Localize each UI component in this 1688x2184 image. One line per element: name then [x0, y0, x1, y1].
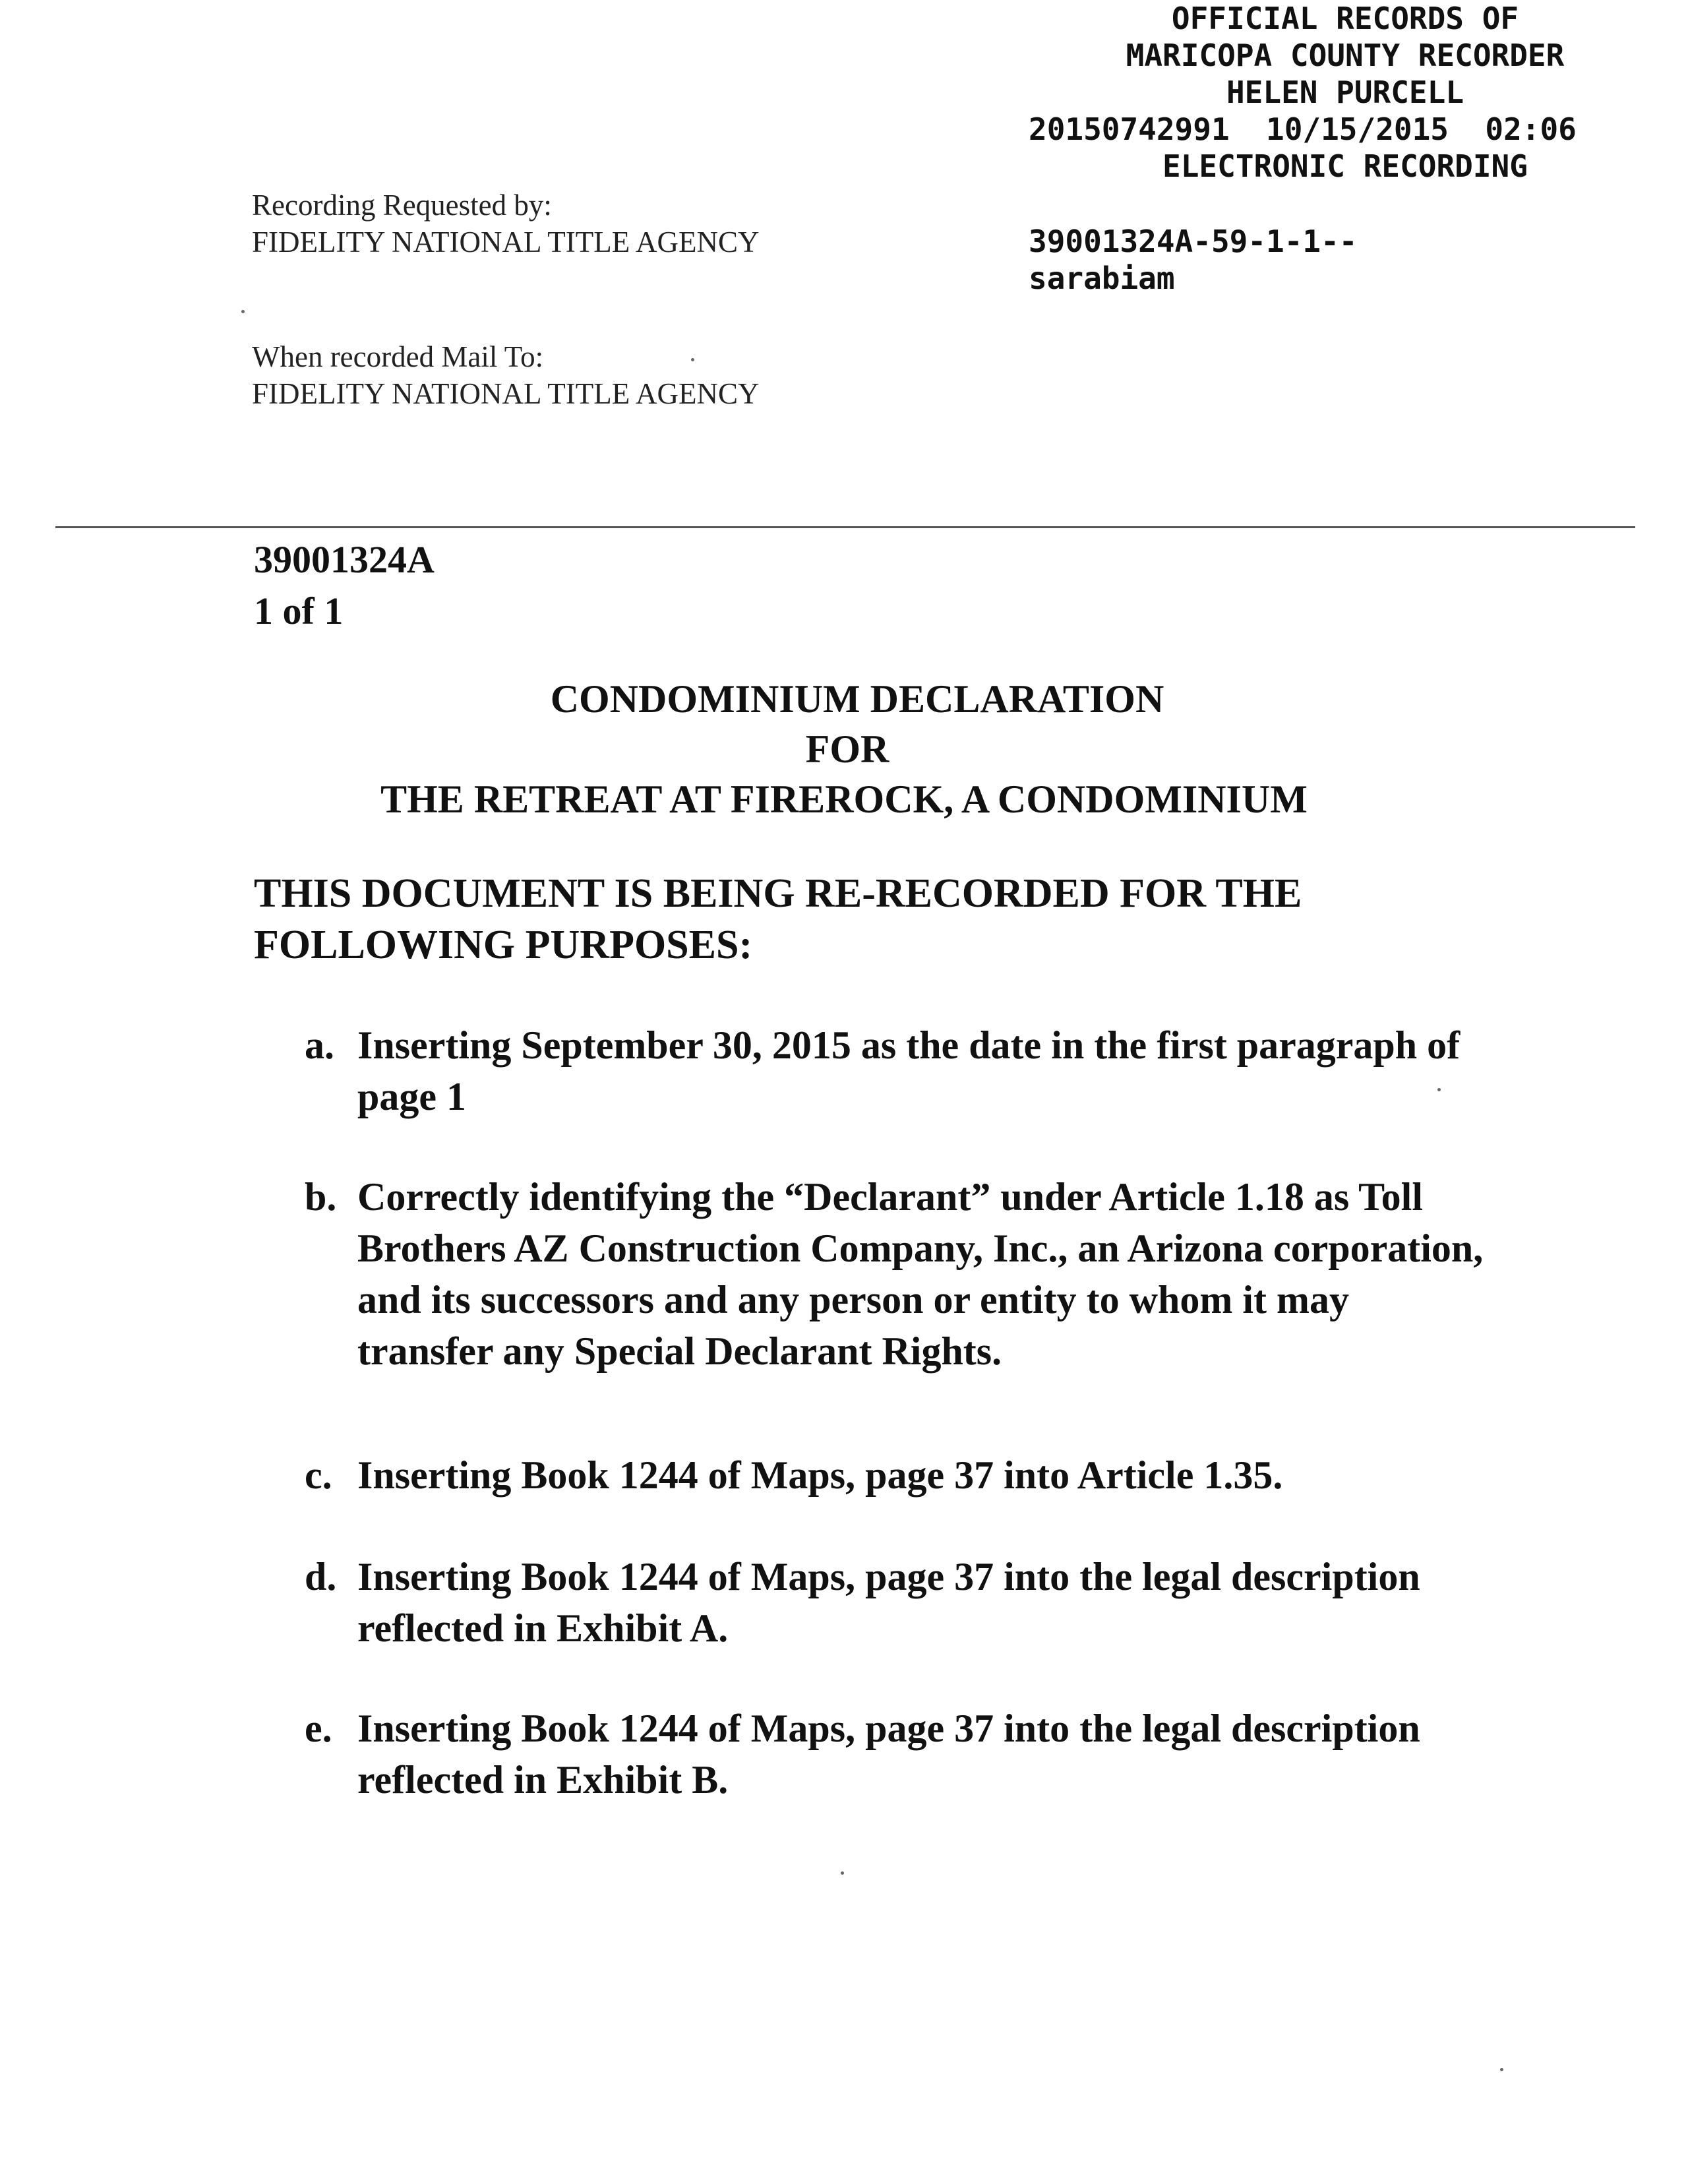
stamp-ref-code: 39001324A-59-1-1-- [1029, 224, 1358, 259]
list-item [305, 1019, 1492, 1122]
document-number-block [254, 534, 435, 637]
list-item-text: Correctly identifying the “Declarant” under Article 1.18 as Toll Brothers AZ Construction Company, Inc., an Arizona corporation, and its successors and any person or entity to whom it may transfer any Special Declarant Rights. [357, 1175, 1484, 1373]
recorder-stamp [1029, 0, 1662, 297]
document-title [0, 674, 1688, 824]
stamp-record-line [1029, 111, 1662, 148]
title-line-1: CONDOMINIUM DECLARATION [550, 677, 1164, 721]
scan-speck [241, 310, 245, 313]
stamp-record-number: 20150742991 [1029, 111, 1230, 147]
list-item-text: Inserting September 30, 2015 as the date in the first paragraph of page 1 [357, 1023, 1461, 1118]
stamp-ref-user: sarabiam [1029, 260, 1175, 296]
list-item-text: Inserting Book 1244 of Maps, page 37 into the legal description reflected in Exhibit B. [357, 1707, 1420, 1802]
stamp-line-electronic: ELECTRONIC RECORDING [1162, 148, 1528, 184]
list-item [305, 1449, 1492, 1501]
stamp-line-county: MARICOPA COUNTY RECORDER [1126, 38, 1565, 73]
header-divider [55, 526, 1635, 528]
stamp-line-official: OFFICIAL RECORDS OF [1171, 1, 1519, 36]
list-item-marker: c. [305, 1453, 332, 1497]
mail-to-label: When recorded Mail To: [252, 340, 544, 373]
list-item [305, 1551, 1492, 1654]
list-item-text: Inserting Book 1244 of Maps, page 37 into Article 1.35. [357, 1453, 1283, 1497]
stamp-line-recorder-name: HELEN PURCELL [1226, 75, 1464, 110]
list-item-marker: e. [305, 1707, 332, 1750]
title-line-3: THE RETREAT AT FIREROCK, A CONDOMINIUM [380, 777, 1308, 821]
list-item-marker: a. [305, 1023, 334, 1067]
document-number: 39001324A [254, 538, 435, 581]
stamp-record-date: 10/15/2015 [1266, 111, 1449, 147]
list-item [305, 1703, 1492, 1805]
mail-to-block [252, 338, 759, 412]
mail-to-value: FIDELITY NATIONAL TITLE AGENCY [252, 377, 760, 410]
purposes-list [305, 1019, 1492, 1854]
purpose-heading: THIS DOCUMENT IS BEING RE-RECORDED FOR THE FOLLOWING PURPOSES: [254, 871, 1302, 967]
list-item [305, 1171, 1492, 1377]
document-page-count: 1 of 1 [254, 590, 344, 632]
stamp-reference [1029, 223, 1662, 297]
scan-speck [841, 1871, 844, 1875]
scan-speck [1500, 2068, 1503, 2071]
list-item-text: Inserting Book 1244 of Maps, page 37 into the legal description reflected in Exhibit A. [357, 1555, 1420, 1650]
list-item-marker: b. [305, 1175, 337, 1219]
scan-speck [691, 358, 694, 361]
recording-requested-block [252, 187, 759, 260]
title-line-2: FOR [805, 727, 889, 771]
recording-requested-value: FIDELITY NATIONAL TITLE AGENCY [252, 226, 760, 258]
stamp-record-time: 02:06 [1485, 111, 1577, 147]
scan-speck [1437, 1088, 1441, 1091]
list-item-marker: d. [305, 1555, 337, 1598]
recording-requested-label: Recording Requested by: [252, 189, 552, 222]
